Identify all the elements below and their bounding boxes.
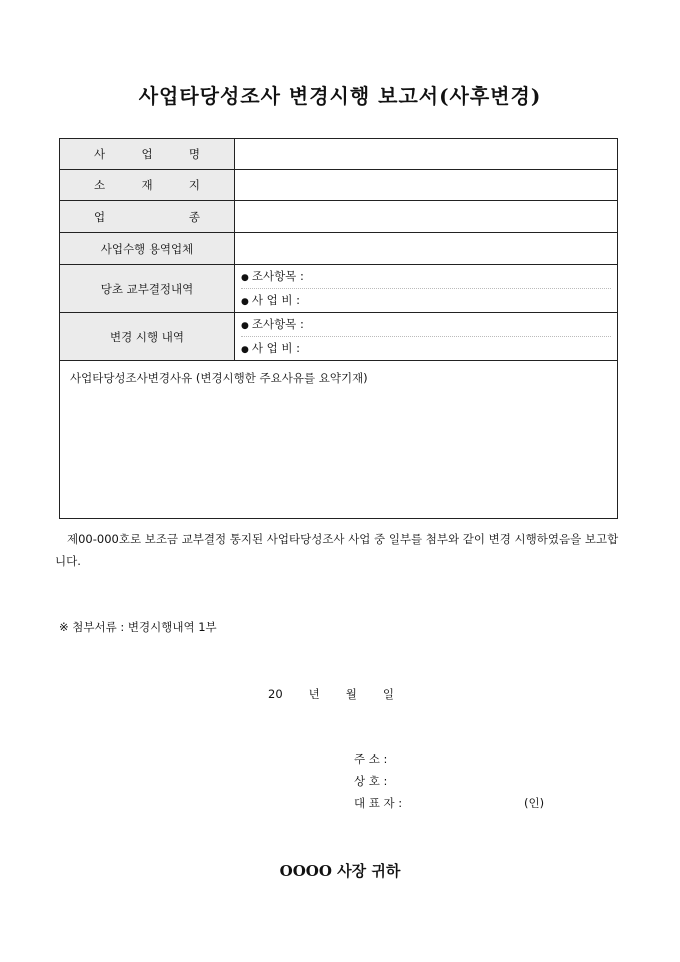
- contractor-label: 사업수행 용역업체: [60, 233, 235, 265]
- bullet-icon: ●: [241, 297, 249, 307]
- row-location: [60, 170, 618, 201]
- project-name-field[interactable]: [235, 139, 618, 170]
- change-label: 변경 시행 내역: [60, 313, 235, 361]
- recipient-line: OOOO 사장 귀하: [279, 862, 401, 880]
- change-field[interactable]: ● 조사항목 : ● 사 업 비 :: [235, 313, 618, 361]
- bullet-icon: ●: [241, 345, 249, 355]
- contractor-field[interactable]: [235, 233, 618, 265]
- report-form-table: [59, 138, 618, 519]
- initial-grant-label: 당초 교부결정내역: [60, 265, 235, 313]
- bullet-icon: ●: [241, 273, 249, 283]
- initial-grant-field[interactable]: ● 조사항목 : ● 사 업 비 :: [235, 265, 618, 313]
- location-label: 소 재 지: [60, 170, 235, 201]
- row-project-name: [60, 139, 618, 170]
- reason-field[interactable]: [60, 361, 618, 519]
- document-title: 사업타당성조사 변경시행 보고서(사후변경): [138, 84, 542, 108]
- row-industry: [60, 201, 618, 233]
- representative-line: 대 표 자 :: [354, 796, 403, 810]
- seal-mark: (인): [524, 796, 545, 810]
- address-line: 주 소 :: [354, 752, 388, 766]
- row-initial-grant: [60, 265, 618, 313]
- bullet-icon: ●: [241, 321, 249, 331]
- report-date: 20 년 월 일: [268, 687, 394, 701]
- row-contractor: [60, 233, 618, 265]
- project-name-label: 사 업 명: [60, 139, 235, 170]
- company-line: 상 호 :: [354, 774, 388, 788]
- row-reason: [60, 361, 618, 519]
- attachment-note: ※ 첨부서류 : 변경시행내역 1부: [59, 620, 217, 634]
- row-change: [60, 313, 618, 361]
- location-field[interactable]: [235, 170, 618, 201]
- reason-label: 사업타당성조사변경사유 (변경시행한 주요사유를 요약기재): [70, 371, 368, 385]
- industry-field[interactable]: [235, 201, 618, 233]
- industry-label: 업 종: [60, 201, 235, 233]
- report-statement: 제00-000호로 보조금 교부결정 통지된 사업타당성조사 사업 중 일부를 첨부와 같이 변경 시행하였음을 보고합니다.: [55, 532, 619, 568]
